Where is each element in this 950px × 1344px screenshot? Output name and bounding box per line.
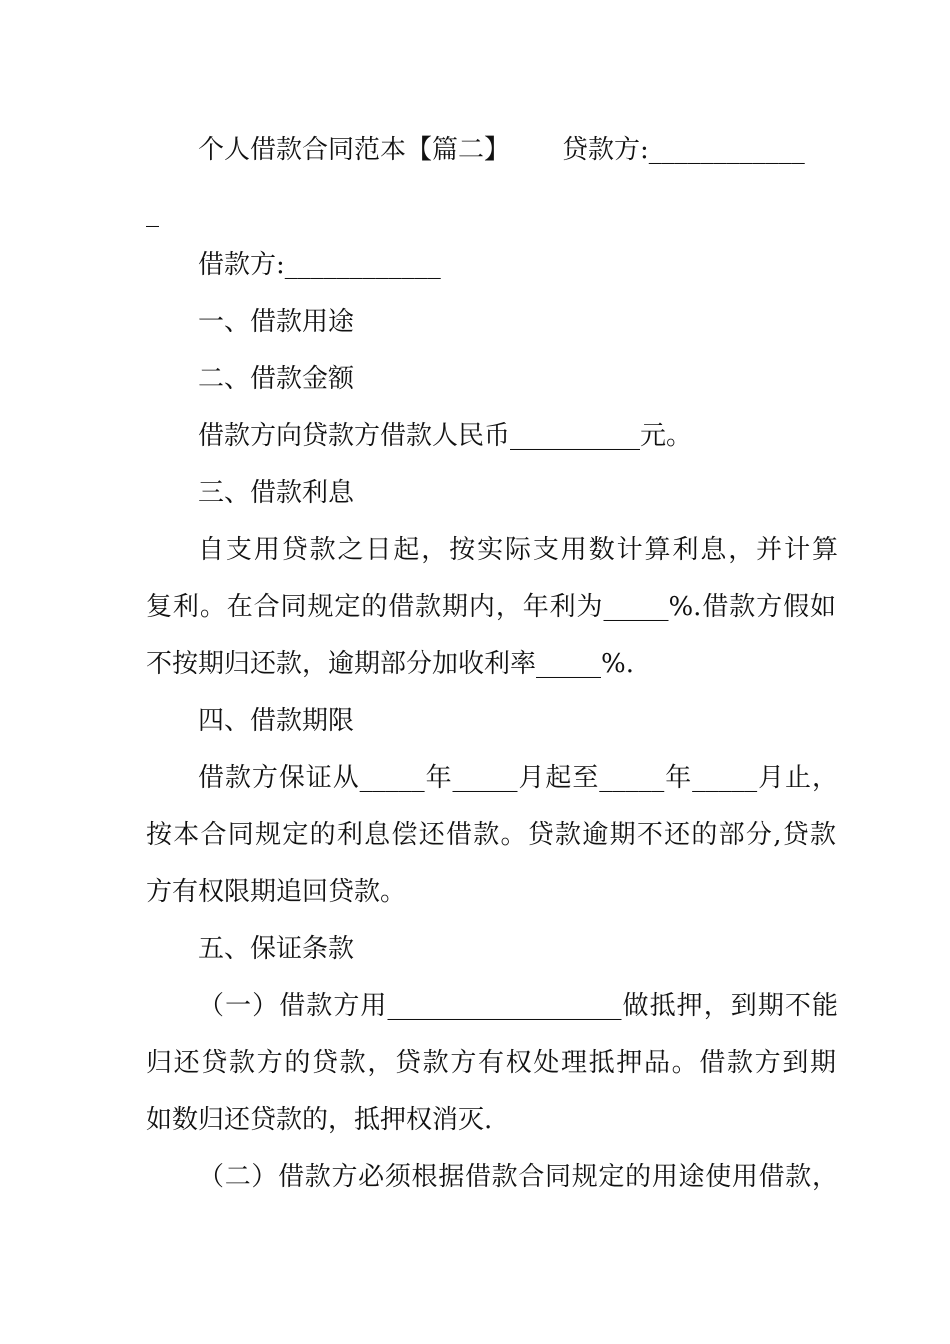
guarantee-paragraph-line3: 如数归还贷款的，抵押权消灭. bbox=[146, 1105, 493, 1135]
lender-field-line: 贷款方:____________ bbox=[562, 135, 805, 165]
guarantee-paragraph-line1: （一）借款方用__________________做抵押，到期不能 bbox=[198, 991, 838, 1021]
guarantee-paragraph-line4: （二）借款方必须根据借款合同规定的用途使用借款， bbox=[198, 1162, 838, 1192]
term-paragraph-line1: 借款方保证从_____年_____月起至_____年_____月止， bbox=[198, 763, 838, 793]
section-heading-amount: 二、借款金额 bbox=[198, 364, 355, 394]
section-heading-term: 四、借款期限 bbox=[198, 706, 355, 736]
amount-paragraph: 借款方向贷款方借款人民币__________元。 bbox=[198, 421, 693, 451]
term-paragraph-line2: 按本合同规定的利息偿还借款。贷款逾期不还的部分,贷款 bbox=[146, 820, 836, 850]
interest-paragraph-line1: 自支用贷款之日起，按实际支用数计算利息，并计算 bbox=[198, 535, 838, 565]
term-paragraph-line3: 方有权限期追回贷款。 bbox=[146, 877, 407, 907]
lender-field-tail: _ bbox=[146, 198, 159, 228]
interest-paragraph-line3: 不按期归还款，逾期部分加收利率_____%. bbox=[146, 649, 634, 679]
section-heading-guarantee: 五、保证条款 bbox=[198, 934, 355, 964]
document-title: 个人借款合同范本【篇二】 bbox=[198, 135, 511, 165]
guarantee-paragraph-line2: 归还贷款方的贷款，贷款方有权处理抵押品。借款方到期 bbox=[146, 1048, 836, 1078]
borrower-field-line: 借款方:____________ bbox=[198, 250, 441, 280]
section-heading-interest: 三、借款利息 bbox=[198, 478, 355, 508]
interest-paragraph-line2: 复利。在合同规定的借款期内，年利为_____%.借款方假如 bbox=[146, 592, 836, 622]
section-heading-purpose: 一、借款用途 bbox=[198, 307, 355, 337]
